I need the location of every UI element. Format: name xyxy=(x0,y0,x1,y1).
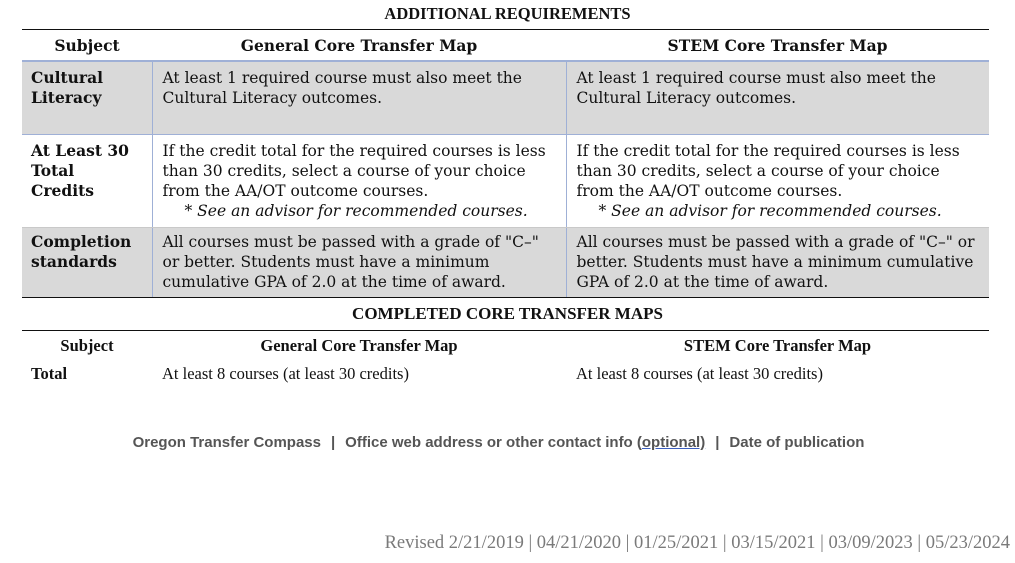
completed-maps-table xyxy=(22,331,989,390)
header-general: General Core Transfer Map xyxy=(240,35,478,55)
table-row xyxy=(22,135,989,228)
table-bottom-rule xyxy=(22,297,989,298)
row-general-cell xyxy=(152,135,566,228)
row-stem: All courses must be passed with a grade of "C–" or better. Students must have a minimum cumulative GPA of 2.0 at the time of award. xyxy=(566,228,989,299)
header-row xyxy=(22,331,989,361)
completed-maps-title: COMPLETED CORE TRANSFER MAPS xyxy=(352,304,663,323)
row-stem-cell xyxy=(566,135,989,228)
row-stem: At least 1 required course must also meet the Cultural Literacy outcomes. xyxy=(566,61,989,135)
header-stem: STEM Core Transfer Map xyxy=(667,35,888,55)
advisor-note: * See an advisor for recommended courses. xyxy=(184,202,528,220)
row-general: At least 1 required course must also meet the Cultural Literacy outcomes. xyxy=(152,61,566,135)
row-general: If the credit total for the required courses is less than 30 credits, select a course of your choice from the AA/OT outcome courses. xyxy=(162,142,546,200)
table-row xyxy=(22,228,989,299)
row-subject: Total xyxy=(31,364,68,383)
header-general: General Core Transfer Map xyxy=(260,336,458,355)
row-stem: If the credit total for the required courses is less than 30 credits, select a course of your choice from the AA/OT outcome courses. xyxy=(576,142,960,200)
row-subject: Cultural Literacy xyxy=(22,61,152,135)
additional-requirements-title: ADDITIONAL REQUIREMENTS xyxy=(384,4,631,23)
footer-separator: | xyxy=(330,434,336,451)
header-stem: STEM Core Transfer Map xyxy=(683,336,872,355)
row-general: At least 8 courses (at least 30 credits) xyxy=(162,364,409,383)
footer-optional-link[interactable]: optional) xyxy=(641,434,706,451)
revision-dates: Revised 2/21/2019 | 04/21/2020 | 01/25/2021 | 03/15/2021 | 03/09/2023 | 05/23/2024 xyxy=(384,533,1010,553)
additional-requirements-table xyxy=(22,30,989,298)
footer-date: Date of publication xyxy=(729,434,865,451)
row-subject: Completion standards xyxy=(22,228,152,299)
footer-org: Oregon Transfer Compass xyxy=(132,434,321,451)
header-row xyxy=(22,30,989,61)
footer-contact: Office web address or other contact info ( xyxy=(345,434,642,451)
footer-separator: | xyxy=(715,434,720,451)
header-subject: Subject xyxy=(54,35,120,55)
advisor-note: * See an advisor for recommended courses. xyxy=(598,202,942,220)
table-row xyxy=(22,61,989,135)
table-row xyxy=(22,361,989,390)
row-general: All courses must be passed with a grade of "C–" or better. Students must have a minimum cumulative GPA of 2.0 at the time of award. xyxy=(152,228,566,299)
header-subject: Subject xyxy=(60,336,114,355)
row-stem: At least 8 courses (at least 30 credits) xyxy=(576,364,823,383)
row-subject: At Least 30 Total Credits xyxy=(22,135,152,228)
footer xyxy=(0,434,997,451)
